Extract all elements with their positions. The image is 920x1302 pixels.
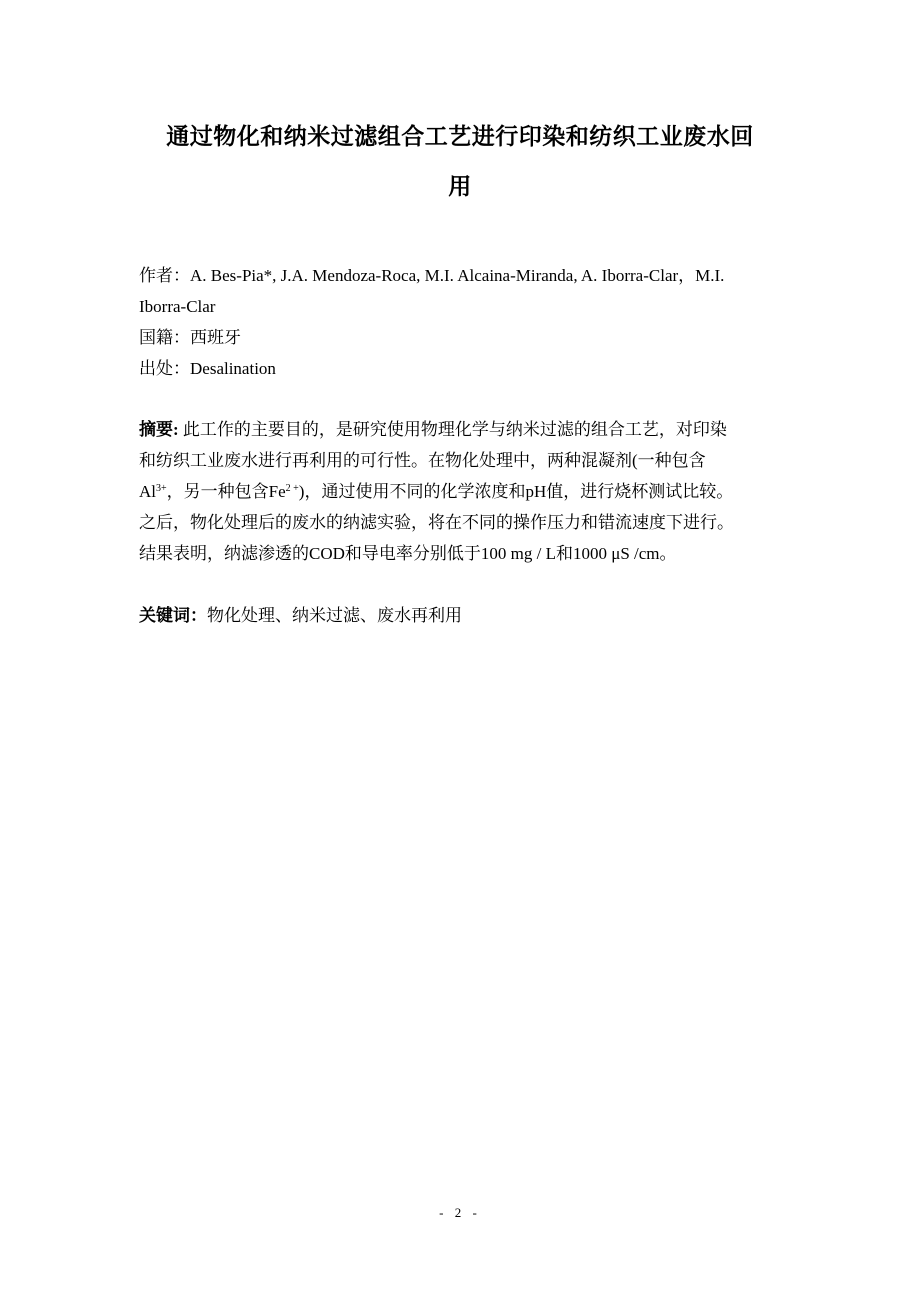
document-title <box>130 112 790 212</box>
abstract-section <box>139 414 789 569</box>
source-label: 出处： <box>139 359 190 378</box>
keywords-label: 关键词： <box>139 606 207 625</box>
nationality-value: 西班牙 <box>190 328 241 347</box>
page-number: - 2 - <box>439 1205 481 1220</box>
abstract-text-1: 此工作的主要目的，是研究使用物理化学与纳米过滤的组合工艺，对印染 <box>178 420 727 439</box>
authors-line-1 <box>139 260 789 291</box>
abstract-label: 摘要: <box>139 420 179 439</box>
keywords-line <box>139 600 789 631</box>
keywords-value: 物化处理、纳米过滤、废水再利用 <box>207 606 462 625</box>
abstract-line-1 <box>139 414 789 445</box>
abstract-line-4: 之后，物化处理后的废水的纳滤实验，将在不同的操作压力和错流速度下进行。 <box>139 513 734 532</box>
abstract-text-3a: Al <box>139 482 156 501</box>
abstract-line-2: 和纺织工业废水进行再利用的可行性。在物化处理中，两种混凝剂(一种包含 <box>139 451 706 470</box>
nationality-line <box>139 322 789 353</box>
document-metadata <box>139 260 789 384</box>
source-line <box>139 353 789 384</box>
authors-label: 作者： <box>139 266 190 285</box>
title-line-1: 通过物化和纳米过滤组合工艺进行印染和纺织工业废水回 <box>166 124 754 150</box>
title-line-2: 用 <box>448 174 472 200</box>
abstract-text-3b: ，另一种包含Fe <box>166 482 286 501</box>
nationality-label: 国籍： <box>139 328 190 347</box>
abstract-line-3 <box>139 476 789 507</box>
authors-line-2: Iborra-Clar <box>139 297 216 316</box>
source-value: Desalination <box>190 359 276 378</box>
abstract-line-5: 结果表明，纳滤渗透的COD和导电率分别低于100 mg / L和1000 μS /cm。 <box>139 544 677 563</box>
abstract-text-3c: )，通过使用不同的化学浓度和pH值，进行烧杯测试比较。 <box>298 482 734 501</box>
authors-value: A. Bes-Pia*, J.A. Mendoza-Roca, M.I. Alcaina-Miranda, A. Iborra-Clar，M.I. <box>190 266 725 285</box>
aluminum-charge: 3+ <box>156 483 167 494</box>
iron-charge: 2 + <box>285 483 299 494</box>
